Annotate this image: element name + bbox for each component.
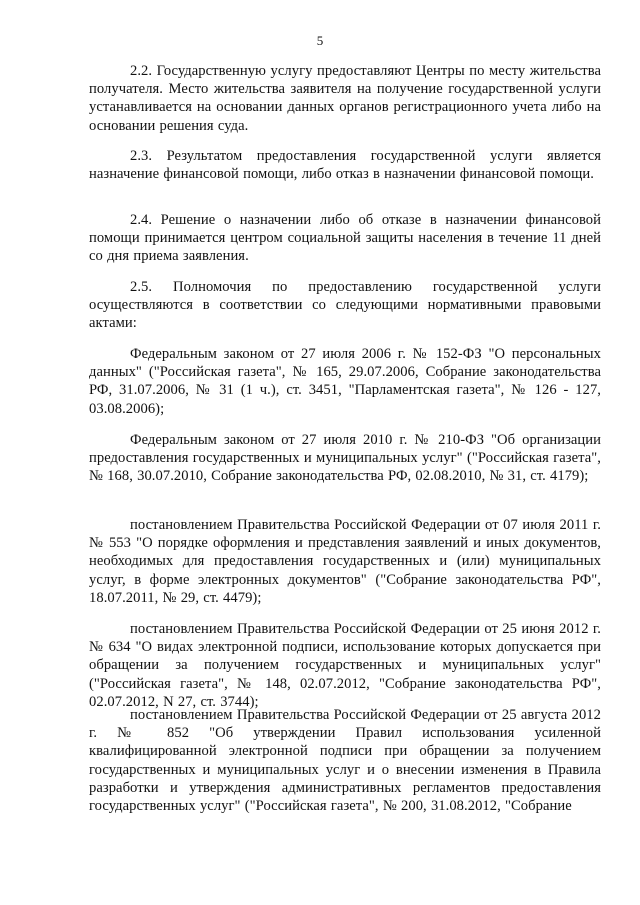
legal-act-resolution-852: постановлением Правительства Российской Федерации от 25 августа 2012 г. № 852 "Об утверждении Правил использования усиленной квалифицированной электронной подписи при обращении за получением государственных и муниципальных услуг и о внесении изменения в Правила разработки и утверждения административных регламентов предоставления государственных услуг" ("Российская газета", № 200, 31.08.2012, "Собрание [89, 707, 601, 815]
legal-act-resolution-553: постановлением Правительства Российской Федерации от 07 июля 2011 г. № 553 "О порядке оформления и представления заявлений и иных документов, необходимых для предоставления государственных и (или) муниципальных услуг, в форме электронных документов" ("Собрание законодательства РФ", 18.07.2011, № 29, ст. 4479); [89, 517, 601, 606]
page-number: 5 [316, 33, 324, 48]
paragraph-2-2: 2.2. Государственную услугу предоставляют Центры по месту жительства получателя. Место жительства заявителя на получение государственной услуги устанавливается на основании данных органов регистрационного учета либо на основании решения суда. [89, 63, 601, 134]
paragraph-2-5: 2.5. Полномочия по предоставлению государственной услуги осуществляются в соответствии со следующими нормативными правовыми актами: [89, 279, 601, 332]
legal-act-152-fz: Федеральным законом от 27 июля 2006 г. № 152-ФЗ "О персональных данных" ("Российская газета", № 165, 29.07.2006, Собрание законодательства РФ, 31.07.2006, № 31 (1 ч.), ст. 3451, "Парламентская газета", № 126 - 127, 03.08.2006); [89, 346, 601, 417]
paragraph-2-3: 2.3. Результатом предоставления государственной услуги является назначение финансовой помощи, либо отказ в назначении финансовой помощи. [89, 148, 601, 183]
legal-act-210-fz: Федеральным законом от 27 июля 2010 г. № 210-ФЗ "Об организации предоставления государственных и муниципальных услуг" ("Российская газета", № 168, 30.07.2010, Собрание законодательства РФ, 02.08.2010, № 31, ст. 4179); [89, 432, 601, 485]
paragraph-2-4: 2.4. Решение о назначении либо об отказе в назначении финансовой помощи принимается центром социальной защиты населения в течение 11 дней со дня приема заявления. [89, 212, 601, 265]
legal-act-resolution-634: постановлением Правительства Российской Федерации от 25 июня 2012 г. № 634 "О видах электронной подписи, использование которых допускается при обращении за получением государственных и муниципальных услуг" ("Российская газета", № 148, 02.07.2012, "Собрание законодательства РФ", 02.07.2012, N 27, ст. 3744); [89, 621, 601, 710]
